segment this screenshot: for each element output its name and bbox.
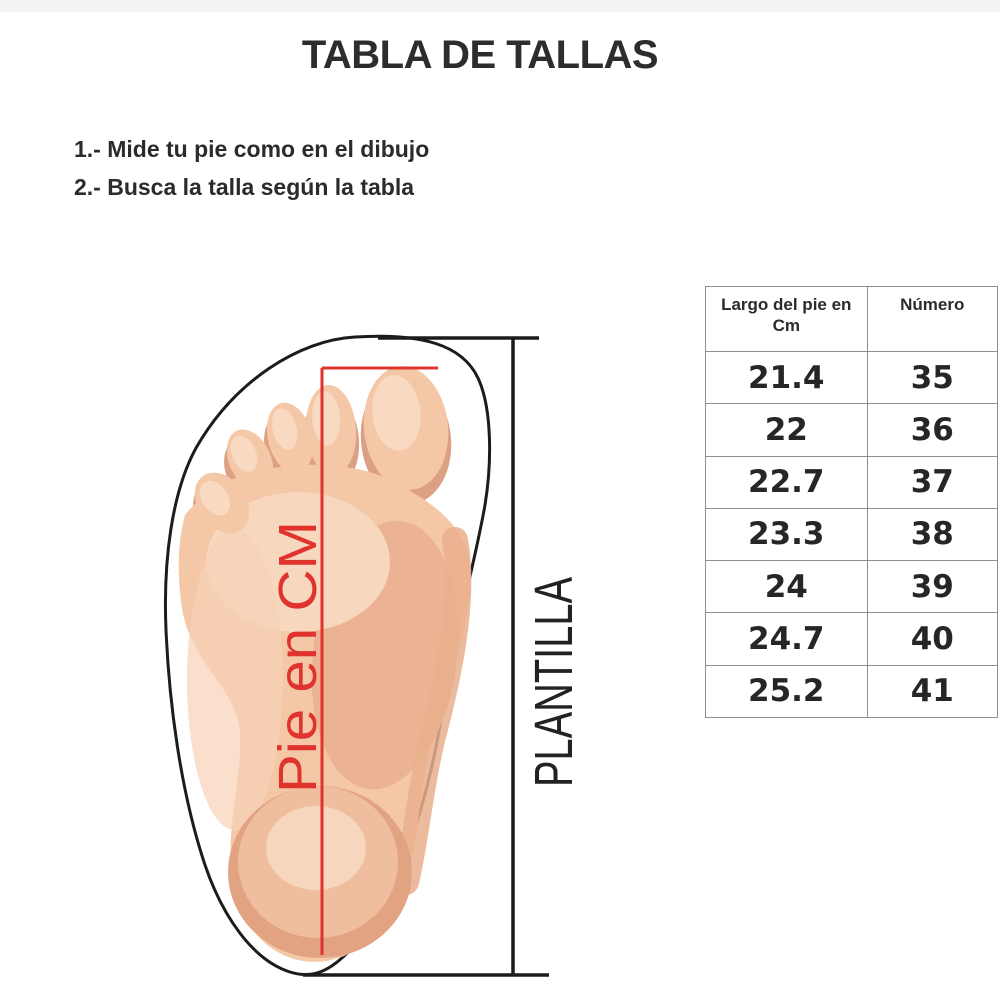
cell-foot-length-cm: 24.7	[706, 613, 868, 665]
cell-size-number: 39	[867, 561, 997, 613]
insole-label: PLANTILLA	[524, 501, 584, 787]
size-table	[705, 286, 998, 718]
page-title: TABLA DE TALLAS	[301, 32, 659, 77]
cell-foot-length-cm: 22	[706, 404, 868, 456]
cell-foot-length-cm: 24	[706, 561, 868, 613]
cell-foot-length-cm: 23.3	[706, 508, 868, 560]
cell-size-number: 35	[867, 352, 997, 404]
cell-size-number: 41	[867, 665, 997, 717]
instruction-step-2: 2.- Busca la talla según la tabla	[74, 174, 415, 200]
cell-size-number: 37	[867, 456, 997, 508]
cell-size-number: 38	[867, 508, 997, 560]
size-table-row	[706, 561, 998, 613]
cell-foot-length-cm: 25.2	[706, 665, 868, 717]
cell-size-number: 36	[867, 404, 997, 456]
header-size-number: Número	[867, 287, 997, 352]
size-table-row	[706, 456, 998, 508]
header-foot-length: Largo del pie en Cm	[706, 287, 868, 352]
size-table-row	[706, 352, 998, 404]
instruction-step-1: 1.- Mide tu pie como en el dibujo	[74, 136, 430, 162]
size-table-row	[706, 508, 998, 560]
cell-foot-length-cm: 22.7	[706, 456, 868, 508]
size-table-row	[706, 665, 998, 717]
foot-length-label: Pie en CM	[268, 540, 328, 793]
cell-foot-length-cm: 21.4	[706, 352, 868, 404]
size-table-row	[706, 404, 998, 456]
size-table-row	[706, 613, 998, 665]
cell-size-number: 40	[867, 613, 997, 665]
heel-pad-highlight	[266, 806, 366, 890]
size-table-header-row	[706, 287, 998, 352]
